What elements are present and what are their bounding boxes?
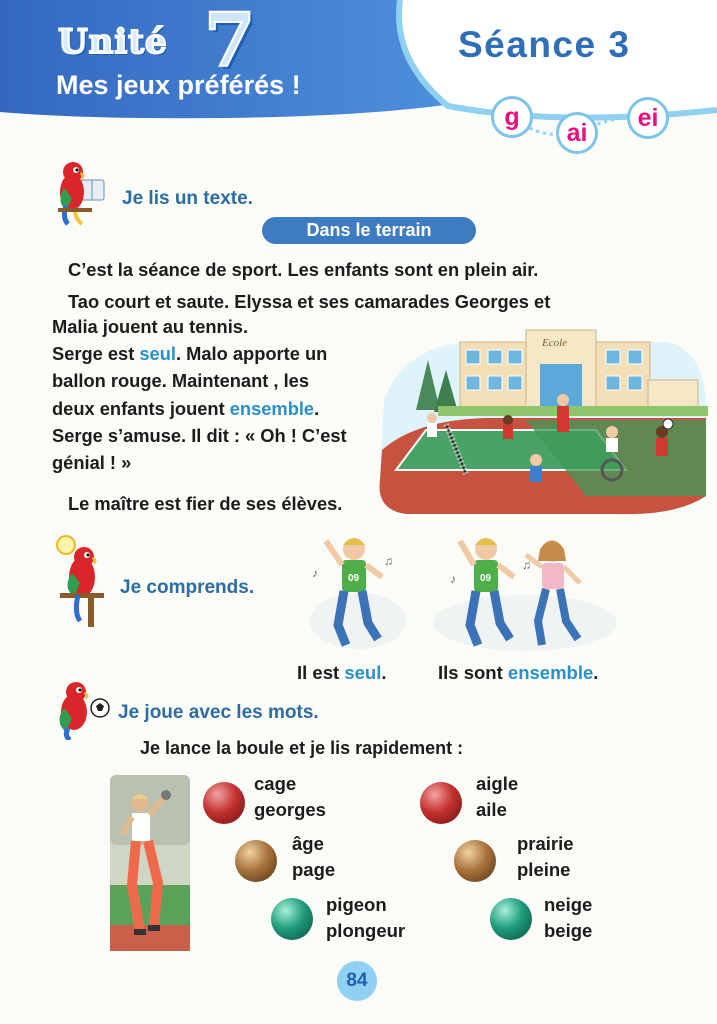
shirt-number: 09 [480,573,492,584]
school-sign: Ecole [542,337,568,349]
word-prairie: prairie [517,833,574,854]
ball-brown-left[interactable] [235,840,277,882]
paragraph-3-line-4: Serge s’amuse. Il dit : « Oh ! C’est [52,425,347,446]
svg-text:♪: ♪ [312,566,318,580]
sound-bubble-ai: ai [556,112,598,154]
svg-text:♫: ♫ [522,558,531,572]
parrot-thinking-icon [50,533,112,627]
word-neige: neige [544,894,593,915]
caption-keyword-ensemble: ensemble [507,662,594,683]
school-tennis-illustration [376,320,710,516]
paragraph-2-line-1: Tao court et saute. Elyssa et ses camarades Georges et [68,291,551,312]
ball-teal-left[interactable] [271,898,313,940]
paragraph-3-line-5: génial ! » [52,452,132,473]
paragraph-1: C’est la séance de sport. Les enfants sont en plein air. [68,259,539,280]
paragraph-3-line-1: Serge est seul. Malo apporte un [52,343,328,364]
ball-teal-right[interactable] [490,898,532,940]
section-heading-play: Je joue avec les mots. [118,702,319,723]
ball-brown-right[interactable] [454,840,496,882]
unit-title: Mes jeux préférés ! [56,70,301,100]
boy-and-girl-illustration [430,525,620,655]
keyword-seul: seul [139,343,176,364]
shot-put-athlete-photo [110,775,190,951]
text-title-badge: Dans le terrain [262,217,476,244]
sound-bubble-g: g [491,96,533,138]
game-instruction: Je lance la boule et je lis rapidement : [140,738,464,758]
ball-red-left[interactable] [203,782,245,824]
word-beige: beige [544,920,593,941]
parrot-ball-icon [48,678,114,740]
word-cage: cage [254,773,297,794]
word-georges: georges [254,799,326,820]
sound-bubble-ei: ei [627,97,669,139]
boy-alone-illustration [298,525,408,655]
word-page: page [292,859,336,880]
svg-text:♫: ♫ [384,554,393,568]
parrot-reading-icon [50,158,112,228]
unit-label: Unité [58,22,168,62]
page-number: 84 [337,961,377,1001]
keyword-ensemble: ensemble [229,398,315,419]
svg-text:♪: ♪ [450,572,456,586]
unit-number: 7 [204,0,256,84]
caption-seul: Il est seul. [297,662,387,683]
shirt-number: 09 [348,573,360,584]
section-heading-comprehend: Je comprends. [120,577,255,598]
word-aigle: aigle [476,773,519,794]
word-plongeur: plongeur [326,920,406,941]
caption-keyword-seul: seul [344,662,382,683]
word-pigeon: pigeon [326,894,387,915]
session-title: Séance 3 [458,24,631,65]
section-heading-read: Je lis un texte. [122,188,253,209]
word-aile: aile [476,799,507,820]
word-age: âge [292,833,324,854]
paragraph-3-line-3: deux enfants jouent ensemble. [52,398,320,419]
caption-ensemble: Ils sont ensemble. [438,662,599,683]
paragraph-3-line-2: ballon rouge. Maintenant , les [52,370,309,391]
paragraph-2-line-2: Malia jouent au tennis. [52,316,249,337]
ball-red-right[interactable] [420,782,462,824]
word-pleine: pleine [517,859,571,880]
paragraph-4: Le maître est fier de ses élèves. [68,493,343,514]
